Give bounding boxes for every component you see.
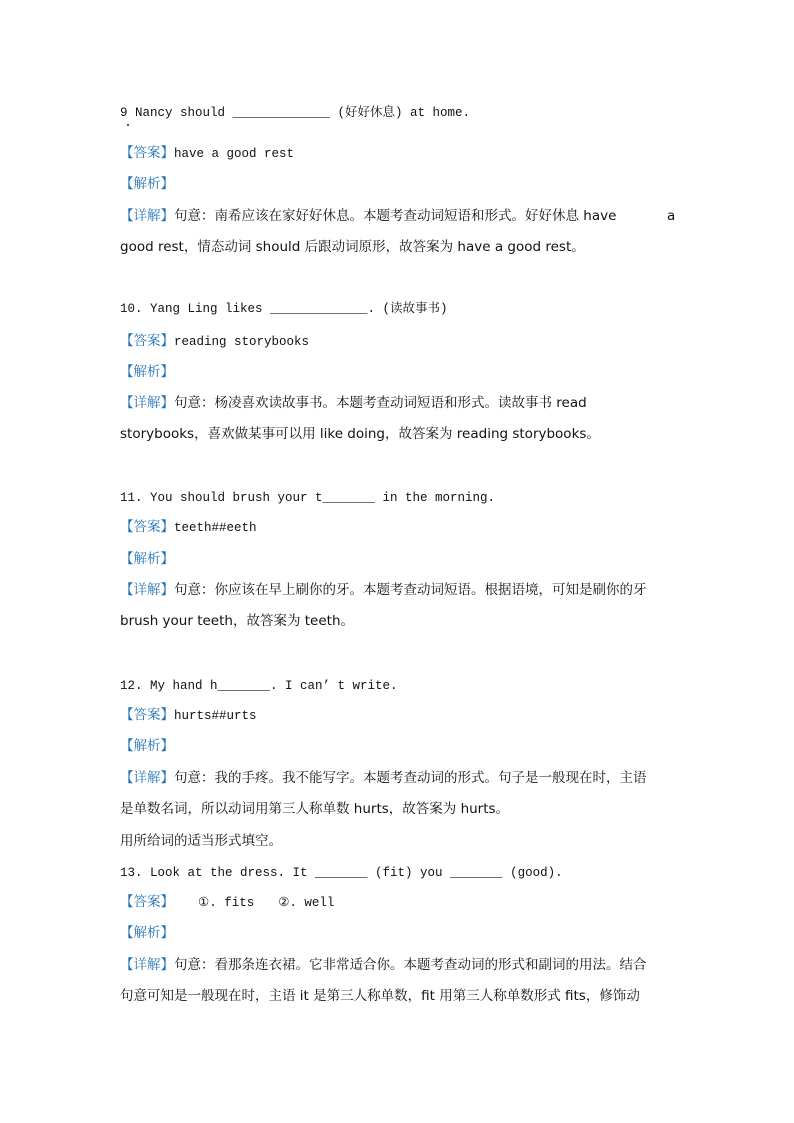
q10-detail-line1 (120, 394, 587, 412)
analysis-tag: 【解析】 (120, 176, 174, 192)
detail-tag: 【详解】 (120, 957, 174, 973)
q11-answer-row (120, 518, 257, 537)
q11-detail-text1: 句意：你应该在早上刷你的牙。本题考查动词短语。根据语境，可知是刷你的牙 (174, 582, 647, 598)
q13-detail-line1 (120, 956, 647, 974)
q12-question: 12. My hand h_______. I can’ t write. (120, 679, 398, 693)
answer-tag: 【答案】 (120, 707, 174, 723)
q13-answer-row (120, 893, 334, 912)
q9-detail-tail: a (667, 208, 676, 224)
detail-tag: 【详解】 (120, 395, 174, 411)
q9-question: 9 Nancy should _____________ (好好休息) at home. (120, 106, 471, 120)
analysis-tag: 【解析】 (120, 925, 174, 941)
analysis-tag: 【解析】 (120, 364, 174, 380)
q12-detail-line2: 是单数名词，所以动词用第三人称单数 hurts，故答案为 hurts。 (120, 801, 510, 817)
q9-answer-row (120, 144, 294, 163)
analysis-tag: 【解析】 (120, 551, 174, 567)
detail-tag: 【详解】 (120, 770, 174, 786)
q11-detail-line1 (120, 581, 647, 599)
q13-question: 13. Look at the dress. It _______ (fit) you _______ (good). (120, 866, 563, 880)
q11-answer: teeth##eeth (174, 521, 257, 535)
analysis-tag: 【解析】 (120, 738, 174, 754)
q13-detail-line2: 句意可知是一般现在时，主语 it 是第三人称单数，fit 用第三人称单数形式 fits，修饰动 (120, 988, 640, 1004)
q11-question: 11. You should brush your t_______ in the morning. (120, 491, 496, 505)
bullet-dot (127, 124, 129, 126)
q13-answer1: ①. fits (198, 896, 255, 910)
q9-detail-line1 (120, 207, 616, 225)
q10-answer: reading storybooks (174, 335, 310, 349)
detail-tag: 【详解】 (120, 208, 174, 224)
section-instruction: 用所给词的适当形式填空。 (120, 833, 282, 849)
q12-answer: hurts##urts (174, 709, 257, 723)
q9-detail-line2: good rest，情态动词 should 后跟动词原形，故答案为 have a good rest。 (120, 239, 585, 255)
answer-tag: 【答案】 (120, 333, 174, 349)
q10-detail-line2: storybooks，喜欢做某事可以用 like doing，故答案为 reading storybooks。 (120, 426, 600, 442)
q11-detail-line2: brush your teeth，故答案为 teeth。 (120, 613, 355, 629)
q12-answer-row (120, 706, 257, 725)
q10-question: 10. Yang Ling likes _____________. (读故事书) (120, 302, 448, 316)
q9-answer: have a good rest (174, 147, 295, 161)
answer-tag: 【答案】 (120, 145, 174, 161)
answer-tag: 【答案】 (120, 519, 174, 535)
q10-answer-row (120, 332, 309, 351)
q12-detail-line1 (120, 769, 647, 787)
q12-detail-text1: 句意：我的手疼。我不能写字。本题考查动词的形式。句子是一般现在时，主语 (174, 770, 647, 786)
q13-answer2: ②. well (278, 896, 335, 910)
detail-tag: 【详解】 (120, 582, 174, 598)
answer-tag: 【答案】 (120, 894, 174, 910)
q13-detail-text1: 句意：看那条连衣裙。它非常适合你。本题考查动词的形式和副词的用法。结合 (174, 957, 647, 973)
q10-detail-text1: 句意：杨凌喜欢读故事书。本题考查动词短语和形式。读故事书 read (174, 395, 587, 411)
q9-detail-text1: 句意：南希应该在家好好休息。本题考查动词短语和形式。好好休息 have (174, 208, 617, 224)
